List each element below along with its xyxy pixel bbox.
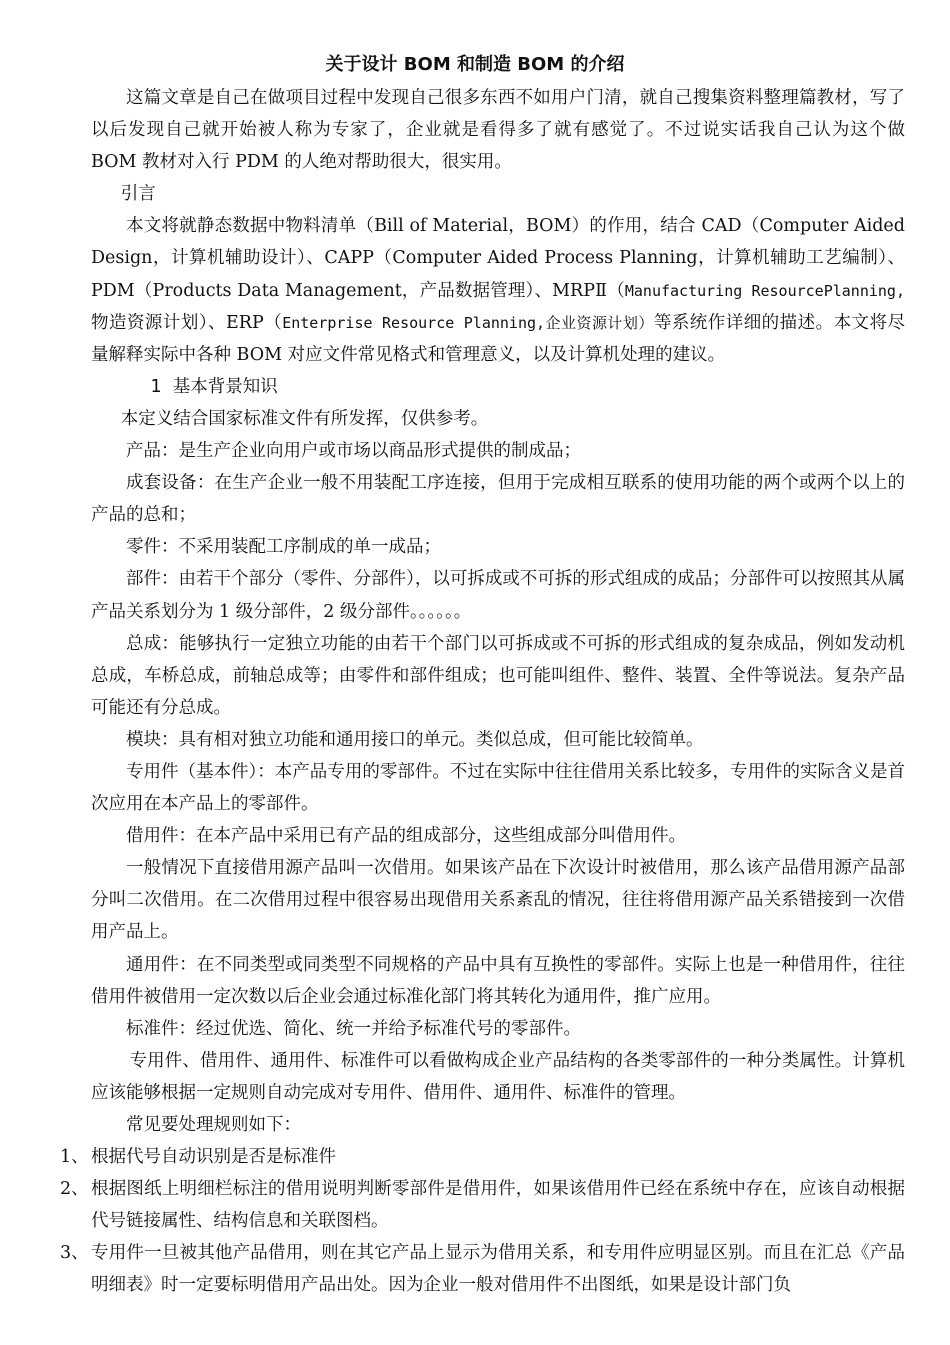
preface-text-b: 物造资源计划）、ERP（ [91,312,283,333]
paragraph: 一般情况下直接借用源产品叫一次借用。如果该产品在下次设计时被借用，那么该产品借用源产品部分叫二次借用。在二次借用过程中很容易出现借用关系紊乱的情况，往往将借用源产品关系错接到一次借用产品上。 [91,858,905,943]
preface-text-mono-1: Manufacturing ResourcePlanning, [624,281,905,300]
section-label: 基本背景知识 [172,376,278,397]
document-title: 关于设计 BOM 和制造 BOM 的介绍 [325,54,625,75]
paragraph: 成套设备：在生产企业一般不用装配工序连接，但用于完成相互联系的使用功能的两个或两个以上的产品的总和； [91,473,905,526]
preface-text-mono-2: Enterprise Resource Planning,企业资源计划） [282,313,654,332]
intro-paragraph: 这篇文章是自己在做项目过程中发现自己很多东西不如用户门清，就自己搜集资料整理篇教材，写了以后发现自己就开始被人称为专家了，企业就是看得多了就有感觉了。不过说实话我自己认为这个做 BOM 教材对入行 PDM 的人绝对帮助很大，很实用。 [91,88,905,173]
rule-text: 根据代号自动识别是否是标准件 [91,1147,336,1168]
paragraph: 零件：不采用装配工序制成的单一成品； [126,537,441,558]
rule-item [60,1141,905,1173]
paragraph: 本定义结合国家标准文件有所发挥，仅供参考。 [120,408,489,429]
section-number: 1 [150,376,162,397]
preface-text-c: 等系统作详细的描述。本文将尽量解释实际中各种 BOM 对应文件常见格式和管理意义，以及计算机处理的建议。 [91,312,905,365]
paragraph: 通用件：在不同类型或同类型不同规格的产品中具有互换性的零部件。实际上也是一种借用件，往往借用件被借用一定次数以后企业会通过标准化部门将其转化为通用件，推广应用。 [91,954,905,1007]
paragraph: 标准件：经过优选、简化、统一并给予标准代号的零部件。 [126,1018,581,1039]
rule-marker: 2、 [60,1179,89,1200]
document-body [60,82,905,1302]
rule-item [60,1237,905,1301]
paragraph: 专用件、借用件、通用件、标准件可以看做构成企业产品结构的各类零部件的一种分类属性。计算机应该能够根据一定规则自动完成对专用件、借用件、通用件、标准件的管理。 [91,1050,905,1103]
paragraph: 部件：由若干个部分（零件、分部件），以可拆成或不可拆的形式组成的成品；分部件可以按照其从属产品关系划分为 1 级分部件，2 级分部件。。。。。。 [91,569,905,622]
paragraph: 总成：能够执行一定独立功能的由若干个部门以可拆成或不可拆的形式组成的复杂成品，例如发动机总成，车桥总成，前轴总成等；由零件和部件组成；也可能叫组件、整件、装置、全件等说法。复杂产品可能还有分总成。 [91,633,905,718]
paragraph: 常见要处理规则如下： [126,1115,301,1135]
rule-marker: 1、 [60,1147,89,1168]
rule-text: 根据图纸上明细栏标注的借用说明判断零部件是借用件，如果该借用件已经在系统中存在，应该自动根据代号链接属性、结构信息和关联图档。 [91,1179,905,1232]
preface-paragraph [91,210,905,370]
section-heading-1 [91,371,905,403]
paragraph: 产品：是生产企业向用户或市场以商品形式提供的制成品； [126,441,581,462]
paragraph: 模块：具有相对独立功能和通用接口的单元。类似总成，但可能比较简单。 [126,729,704,750]
rule-text: 专用件一旦被其他产品借用，则在其它产品上显示为借用关系，和专用件应明显区别。而且在汇总《产品明细表》时一定要标明借用产品出处。因为企业一般对借用件不出图纸，如果是设计部门负 [91,1243,905,1296]
rule-item [60,1173,905,1237]
preface-text-a: 本文将就静态数据中物料清单（Bill of Material，BOM）的作用，结合 CAD（Computer Aided Design，计算机辅助设计）、CAPP（Computer Aided Process Planning，计算机辅助工艺编制）、PDM（Products Data Management，产品数据管理）、MRPⅡ（ [91,216,905,301]
rule-marker: 3、 [60,1243,89,1264]
preface-heading: 引言 [120,184,156,205]
paragraph: 专用件（基本件）：本产品专用的零部件。不过在实际中往往借用关系比较多，专用件的实际含义是首次应用在本产品上的零部件。 [91,761,905,815]
paragraph: 借用件：在本产品中采用已有产品的组成部分，这些组成部分叫借用件。 [126,826,686,847]
